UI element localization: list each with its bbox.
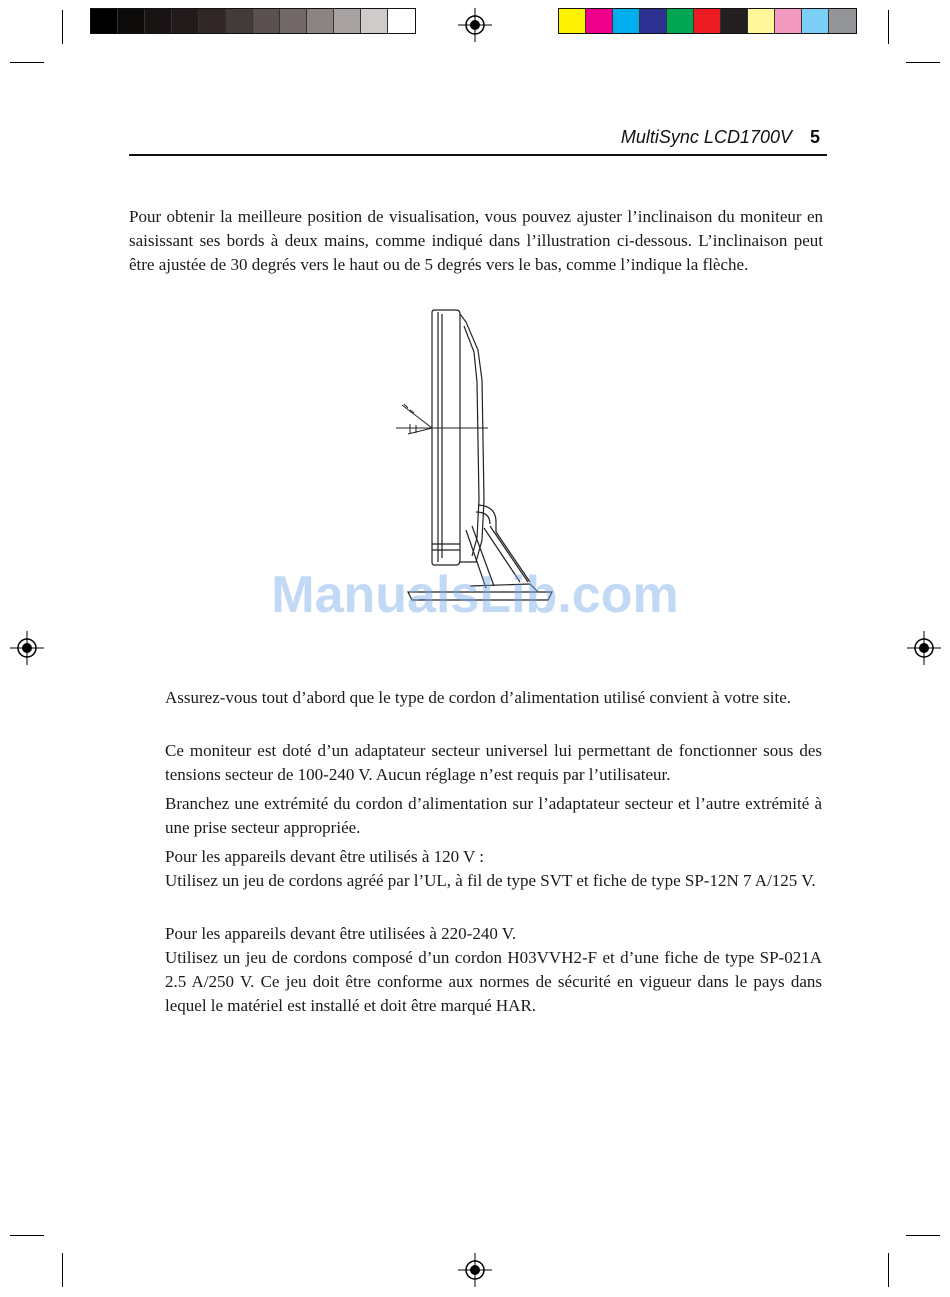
monitor-tilt-illustration [380,300,580,610]
paragraph-universal-adapter [165,739,822,787]
gray-swatch [145,9,172,33]
gray-swatch [334,9,361,33]
gray-swatch [253,9,280,33]
trim-mark-bottom-right-v [888,1253,889,1287]
registration-mark-right-icon [907,631,941,665]
gray-swatch [172,9,199,33]
color-swatch [613,9,640,33]
gray-swatch [361,9,388,33]
gray-swatch [226,9,253,33]
trim-mark-top-right-v [888,10,889,44]
gray-swatch [91,9,118,33]
paragraph-line: Utilisez un jeu de cordons agréé par l’UL, à fil de type SVT et fiche de type SP-12N 7 A/125 V. [165,871,816,890]
registration-mark-top-icon [458,8,492,42]
paragraph-220-240v [165,922,822,1018]
color-swatch [667,9,694,33]
page-number: 5 [810,127,821,147]
trim-mark-bottom-left-v [62,1253,63,1287]
trim-mark-top-left-v [62,10,63,44]
color-swatch [694,9,721,33]
gray-swatch [280,9,307,33]
gray-swatch [118,9,145,33]
color-calibration-bar [558,8,857,34]
color-swatch [775,9,802,33]
trim-mark-bottom-right-h [906,1235,940,1236]
registration-mark-bottom-icon [458,1253,492,1287]
color-swatch [721,9,748,33]
paragraph-line: Branchez une extrémité du cordon d’alimentation sur l’adaptateur secteur et l’autre extrémité à une prise secteur appropriée. [165,794,822,837]
color-swatch [748,9,775,33]
registration-mark-left-icon [10,631,44,665]
paragraph-line: Ce moniteur est doté d’un adaptateur secteur universel lui permettant de fonctionner sous des tensions secteur de 100-240 V. Aucun réglage n’est requis par l’utilisateur. [165,741,822,784]
paragraph-line: Utilisez un jeu de cordons composé d’un cordon H03VVH2-F et d’une fiche de type SP-021A 2.5 A/250 V. Ce jeu doit être conforme aux normes de sécurité en vigueur dans le pays dans lequel le matériel est installé et doit être marqué HAR. [165,948,822,1015]
watermark: ManualsLib.com [271,566,679,624]
trim-mark-top-right-h [906,62,940,63]
color-swatch [802,9,829,33]
color-swatch [559,9,586,33]
paragraph-line: Assurez-vous tout d’abord que le type de cordon d’alimentation utilisé convient à votre site. [165,688,791,707]
paragraph-connect-cord [165,792,822,840]
grayscale-calibration-bar [90,8,416,34]
paragraph-120v [165,845,822,893]
gray-swatch [307,9,334,33]
intro-paragraph: Pour obtenir la meilleure position de visualisation, vous pouvez ajuster l’inclinaison du moniteur en saisissant ses bords à deux mains, comme indiqué dans l’illustration ci-dessous. L’inclinaison peut être ajustée de 30 degrés vers le haut ou de 5 degrés vers le bas, comme l’indique la flèche. [129,207,823,274]
paragraph-cord-type [165,686,822,710]
trim-mark-top-left-h [10,62,44,63]
gray-swatch [199,9,226,33]
color-swatch [640,9,667,33]
paragraph-line: Pour les appareils devant être utilisés à 120 V : [165,847,484,866]
gray-swatch [388,9,415,33]
color-swatch [829,9,856,33]
trim-mark-bottom-left-h [10,1235,44,1236]
header-title: MultiSync LCD1700V [620,127,792,147]
header-divider [129,154,827,156]
paragraph-line: Pour les appareils devant être utilisées à 220-240 V. [165,924,517,943]
color-swatch [586,9,613,33]
